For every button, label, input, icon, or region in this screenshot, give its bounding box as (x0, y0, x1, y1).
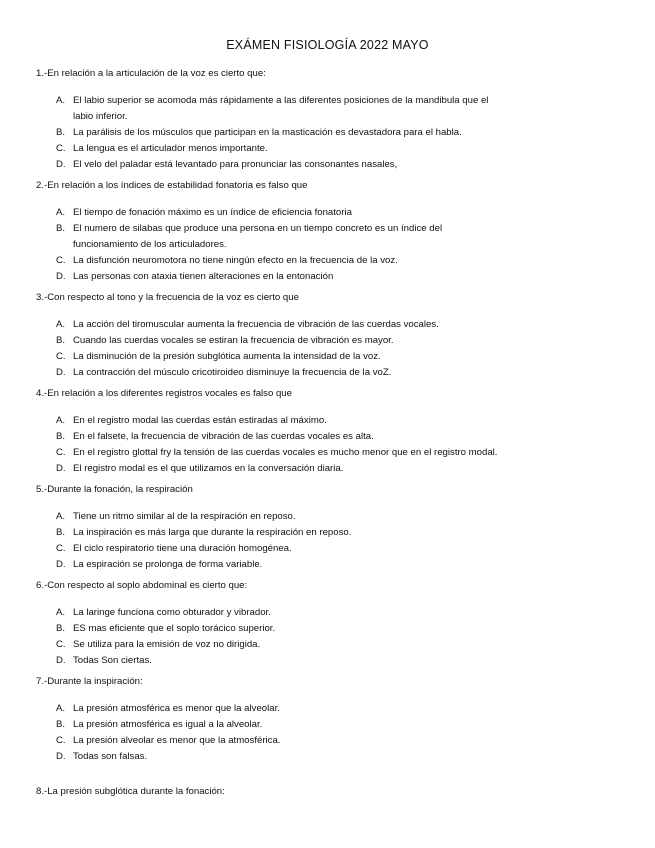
option-text (73, 365, 573, 381)
option-line: Se utiliza para la emisión de voz no dirigida. (73, 639, 261, 650)
option-text (73, 205, 573, 221)
option-text (73, 557, 573, 573)
option-text (73, 653, 573, 669)
question-7: 7.-Durante la inspiración: (36, 676, 143, 687)
option-line: La acción del tiromuscular aumenta la frecuencia de vibración de las cuerdas vocales. (73, 319, 439, 330)
option-letter: D. (56, 271, 66, 282)
option-line: La disminución de la presión subglótica aumenta la intensidad de la voz. (73, 351, 381, 362)
question-8: 8.-La presión subglótica durante la fonación: (36, 786, 225, 797)
option-letter: A. (56, 607, 66, 618)
option-letter: D. (56, 655, 66, 666)
option-line: La presión atmosférica es igual a la alveolar. (73, 719, 263, 730)
option-text (73, 141, 573, 157)
option-letter: C. (56, 143, 66, 154)
option-letter: B. (56, 431, 66, 442)
option-line: El ciclo respiratorio tiene una duración homogénea. (73, 543, 292, 554)
option-line: La parálisis de los músculos que participan en la masticación es devastadora para el habla. (73, 127, 462, 138)
option-letter: A. (56, 511, 66, 522)
option-line: La lengua es el articulador menos importante. (73, 143, 268, 154)
option-letter: D. (56, 463, 66, 474)
option-line: El tiempo de fonación máximo es un índice de eficiencia fonatoria (73, 207, 352, 218)
option-letter: A. (56, 415, 66, 426)
option-letter: A. (56, 703, 66, 714)
question-5: 5.-Durante la fonación, la respiración (36, 484, 193, 495)
option-text (73, 157, 573, 173)
option-text (73, 701, 573, 717)
option-text (73, 429, 573, 445)
question-1: 1.-En relación a la articulación de la voz es cierto que: (36, 68, 266, 79)
option-text (73, 349, 573, 365)
option-text (73, 333, 573, 349)
option-text (73, 93, 573, 125)
option-text (73, 637, 573, 653)
option-text (73, 749, 573, 765)
option-letter: C. (56, 543, 66, 554)
option-text (73, 717, 573, 733)
question-3: 3.-Con respecto al tono y la frecuencia de la voz es cierto que (36, 292, 299, 303)
option-line: Las personas con ataxia tienen alteraciones en la entonación (73, 271, 334, 282)
option-letter: B. (56, 527, 66, 538)
option-line: Tiene un ritmo similar al de la respiración en reposo. (73, 511, 296, 522)
option-line: La inspiración es más larga que durante la respiración en reposo. (73, 527, 352, 538)
question-6: 6.-Con respecto al soplo abdominal es cierto que: (36, 580, 248, 591)
option-letter: A. (56, 319, 66, 330)
option-line: El labio superior se acomoda más rápidamente a las diferentes posiciones de la mandibula que el (73, 95, 489, 106)
option-line: El velo del paladar está levantado para pronunciar las consonantes nasales, (73, 159, 398, 170)
question-4: 4.-En relación a los diferentes registros vocales es falso que (36, 388, 292, 399)
option-letter: C. (56, 447, 66, 458)
option-letter: B. (56, 223, 66, 234)
option-letter: B. (56, 335, 66, 346)
option-line: La presión alveolar es menor que la atmosférica. (73, 735, 281, 746)
option-line: La espiración se prolonga de forma variable. (73, 559, 263, 570)
option-line: En el falsete, la frecuencia de vibración de las cuerdas vocales es alta. (73, 431, 374, 442)
option-line: Cuando las cuerdas vocales se estiran la frecuencia de vibración es mayor. (73, 335, 394, 346)
option-line: El numero de silabas que produce una persona en un tiempo concreto es un índice del (73, 223, 443, 234)
option-text (73, 733, 573, 749)
option-line: Todas son falsas. (73, 751, 148, 762)
option-text (73, 221, 573, 253)
option-text (73, 509, 573, 525)
option-text (73, 413, 573, 429)
option-line: En el registro modal las cuerdas están estiradas al máximo. (73, 415, 327, 426)
option-letter: D. (56, 559, 66, 570)
option-line: funcionamiento de los articuladores. (73, 239, 227, 250)
option-letter: B. (56, 127, 66, 138)
option-text (73, 541, 573, 557)
option-text (73, 317, 573, 333)
option-text (73, 605, 573, 621)
option-letter: D. (56, 751, 66, 762)
option-letter: C. (56, 735, 66, 746)
option-line: La contracción del músculo cricotiroideo disminuye la frecuencia de la voZ. (73, 367, 392, 378)
option-text (73, 461, 573, 477)
option-letter: A. (56, 207, 66, 218)
option-line: En el registro glottal fry la tensión de las cuerdas vocales es mucho menor que en el registro modal. (73, 447, 498, 458)
option-letter: B. (56, 623, 66, 634)
option-text (73, 253, 573, 269)
option-text (73, 621, 573, 637)
option-letter: C. (56, 639, 66, 650)
option-text (73, 525, 573, 541)
option-letter: C. (56, 351, 66, 362)
option-line: labio inferior. (73, 111, 128, 122)
option-line: La presión atmosférica es menor que la alveolar. (73, 703, 280, 714)
option-text (73, 445, 573, 461)
option-line: Todas Son ciertas. (73, 655, 152, 666)
page-title: EXÁMEN FISIOLOGÍA 2022 MAYO (226, 38, 429, 52)
option-text (73, 269, 573, 285)
option-line: La laringe funciona como obturador y vibrador. (73, 607, 271, 618)
option-letter: D. (56, 159, 66, 170)
option-letter: C. (56, 255, 66, 266)
option-text (73, 125, 573, 141)
option-letter: B. (56, 719, 66, 730)
option-line: El registro modal es el que utilizamos en la conversación diaria. (73, 463, 344, 474)
option-letter: A. (56, 95, 66, 106)
option-line: ES mas eficiente que el soplo torácico superior. (73, 623, 276, 634)
question-2: 2.-En relación a los índices de estabilidad fonatoria es falso que (36, 180, 308, 191)
option-line: La disfunción neuromotora no tiene ningún efecto en la frecuencia de la voz. (73, 255, 398, 266)
option-letter: D. (56, 367, 66, 378)
